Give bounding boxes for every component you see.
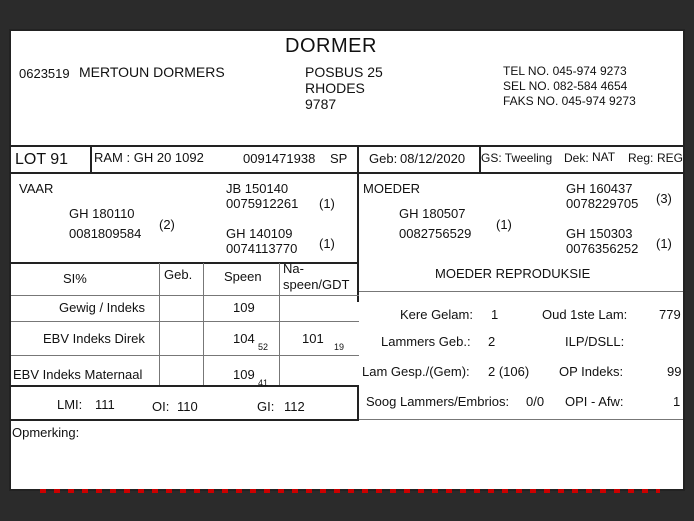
opi-deviation-value: 1 [673,394,681,409]
lambs-born-value: 2 [488,334,496,349]
weaning-col-header: Speen [224,269,262,284]
cell-number: SEL NO. 082-584 4654 [503,79,628,93]
lot-number: LOT 91 [15,151,69,168]
address-line-1: POSBUS 25 [305,64,383,80]
owner-id: 0623519 [19,66,70,81]
ebv-direct-postweaning: 101 [302,331,324,346]
ebv-direct-weaning: 104 [233,331,255,346]
address-line-3: 9787 [305,96,337,112]
mating-type: NAT [592,150,616,164]
lmi-value: 111 [95,397,115,412]
ebv-direct-weaning-accuracy: 52 [258,342,269,352]
ram-id: RAM : GH 20 1092 [94,150,204,165]
cut-off-footer-text [40,489,660,493]
address-line-2: RHODES [305,80,365,96]
weight-index-label: Gewig / Indeks [59,300,145,315]
suckled-lambs-label: Soog Lammers/Embrios: [366,394,510,409]
mating-label: Dek: [564,151,589,165]
sire-dam-id: GH 140109 [226,226,293,241]
dam-label: MOEDER [363,181,421,196]
sire-reg: 0081809584 [69,226,142,241]
op-index-label: OP Indeks: [559,364,624,379]
reg-number: 0091471938 [243,151,316,166]
lambs-born-label: Lammers Geb.: [381,334,471,349]
registration-label: Reg: [628,151,654,165]
opi-deviation-label: OPI - Afw: [565,394,624,409]
birth-date: 08/12/2020 [400,151,466,166]
weight-index-weaning: 109 [233,300,255,315]
si-header: SI% [63,271,87,286]
registration-status: REG [657,151,684,165]
dam-reg: 0082756529 [399,226,472,241]
ebv-direct-label: EBV Indeks Direk [43,331,145,346]
owner-name: MERTOUN DORMERS [79,64,225,80]
fax-number: FAKS NO. 045-974 9273 [503,94,636,108]
lot-card [9,29,685,491]
dam-count: (1) [496,217,512,232]
postweaning-col-header-2: speen/GDT [283,277,350,292]
remarks-label: Opmerking: [12,425,80,440]
ebv-maternal-weaning-accuracy: 41 [258,378,269,388]
birth-status: GS: Tweeling [481,151,553,165]
dam-id: GH 180507 [399,206,466,221]
gi-label: GI: [257,399,275,414]
sire-id: GH 180110 [69,206,135,221]
times-lambed-value: 1 [491,307,499,322]
sire-count: (2) [159,217,175,232]
sire-sire-reg: 0075912261 [226,196,299,211]
sire-dam-count: (1) [319,236,335,251]
oi-value: 110 [177,399,198,414]
dam-reproduction-title: MOEDER REPRODUKSIE [435,266,591,281]
sire-label: VAAR [19,181,54,196]
times-lambed-label: Kere Gelam: [400,307,473,322]
dam-sire-id: GH 160437 [566,181,633,196]
oi-label: OI: [152,399,170,414]
tel-number: TEL NO. 045-974 9273 [503,64,627,78]
sp-flag: SP [330,151,348,166]
ebv-maternal-label: EBV Indeks Maternaal [13,367,143,382]
birth-label: Geb: [369,151,398,166]
ebv-maternal-weaning: 109 [233,367,255,382]
sire-dam-reg: 0074113770 [226,241,298,256]
ilp-dsll-label: ILP/DSLL: [565,334,625,349]
sire-sire-count: (1) [319,196,335,211]
postweaning-col-header-1: Na- [283,261,304,276]
dam-dam-reg: 0076356252 [566,241,639,256]
ebv-direct-postweaning-accuracy: 19 [334,342,345,352]
age-first-lamb-label: Oud 1ste Lam: [542,307,628,322]
lambs-weaned-label: Lam Gesp./(Gem): [362,364,470,379]
lmi-label: LMI: [57,397,83,412]
page-title: DORMER [285,35,377,57]
age-first-lamb-value: 779 [659,307,681,322]
dam-dam-count: (1) [656,236,672,251]
sire-sire-id: JB 150140 [226,181,289,196]
op-index-value: 99 [667,364,682,379]
dam-sire-count: (3) [656,191,672,206]
gi-value: 112 [284,399,305,414]
dam-dam-id: GH 150303 [566,226,633,241]
birth-col-header: Geb. [164,267,193,282]
dam-sire-reg: 0078229705 [566,196,639,211]
suckled-lambs-value: 0/0 [526,394,545,409]
lambs-weaned-value: 2 (106) [488,364,530,379]
